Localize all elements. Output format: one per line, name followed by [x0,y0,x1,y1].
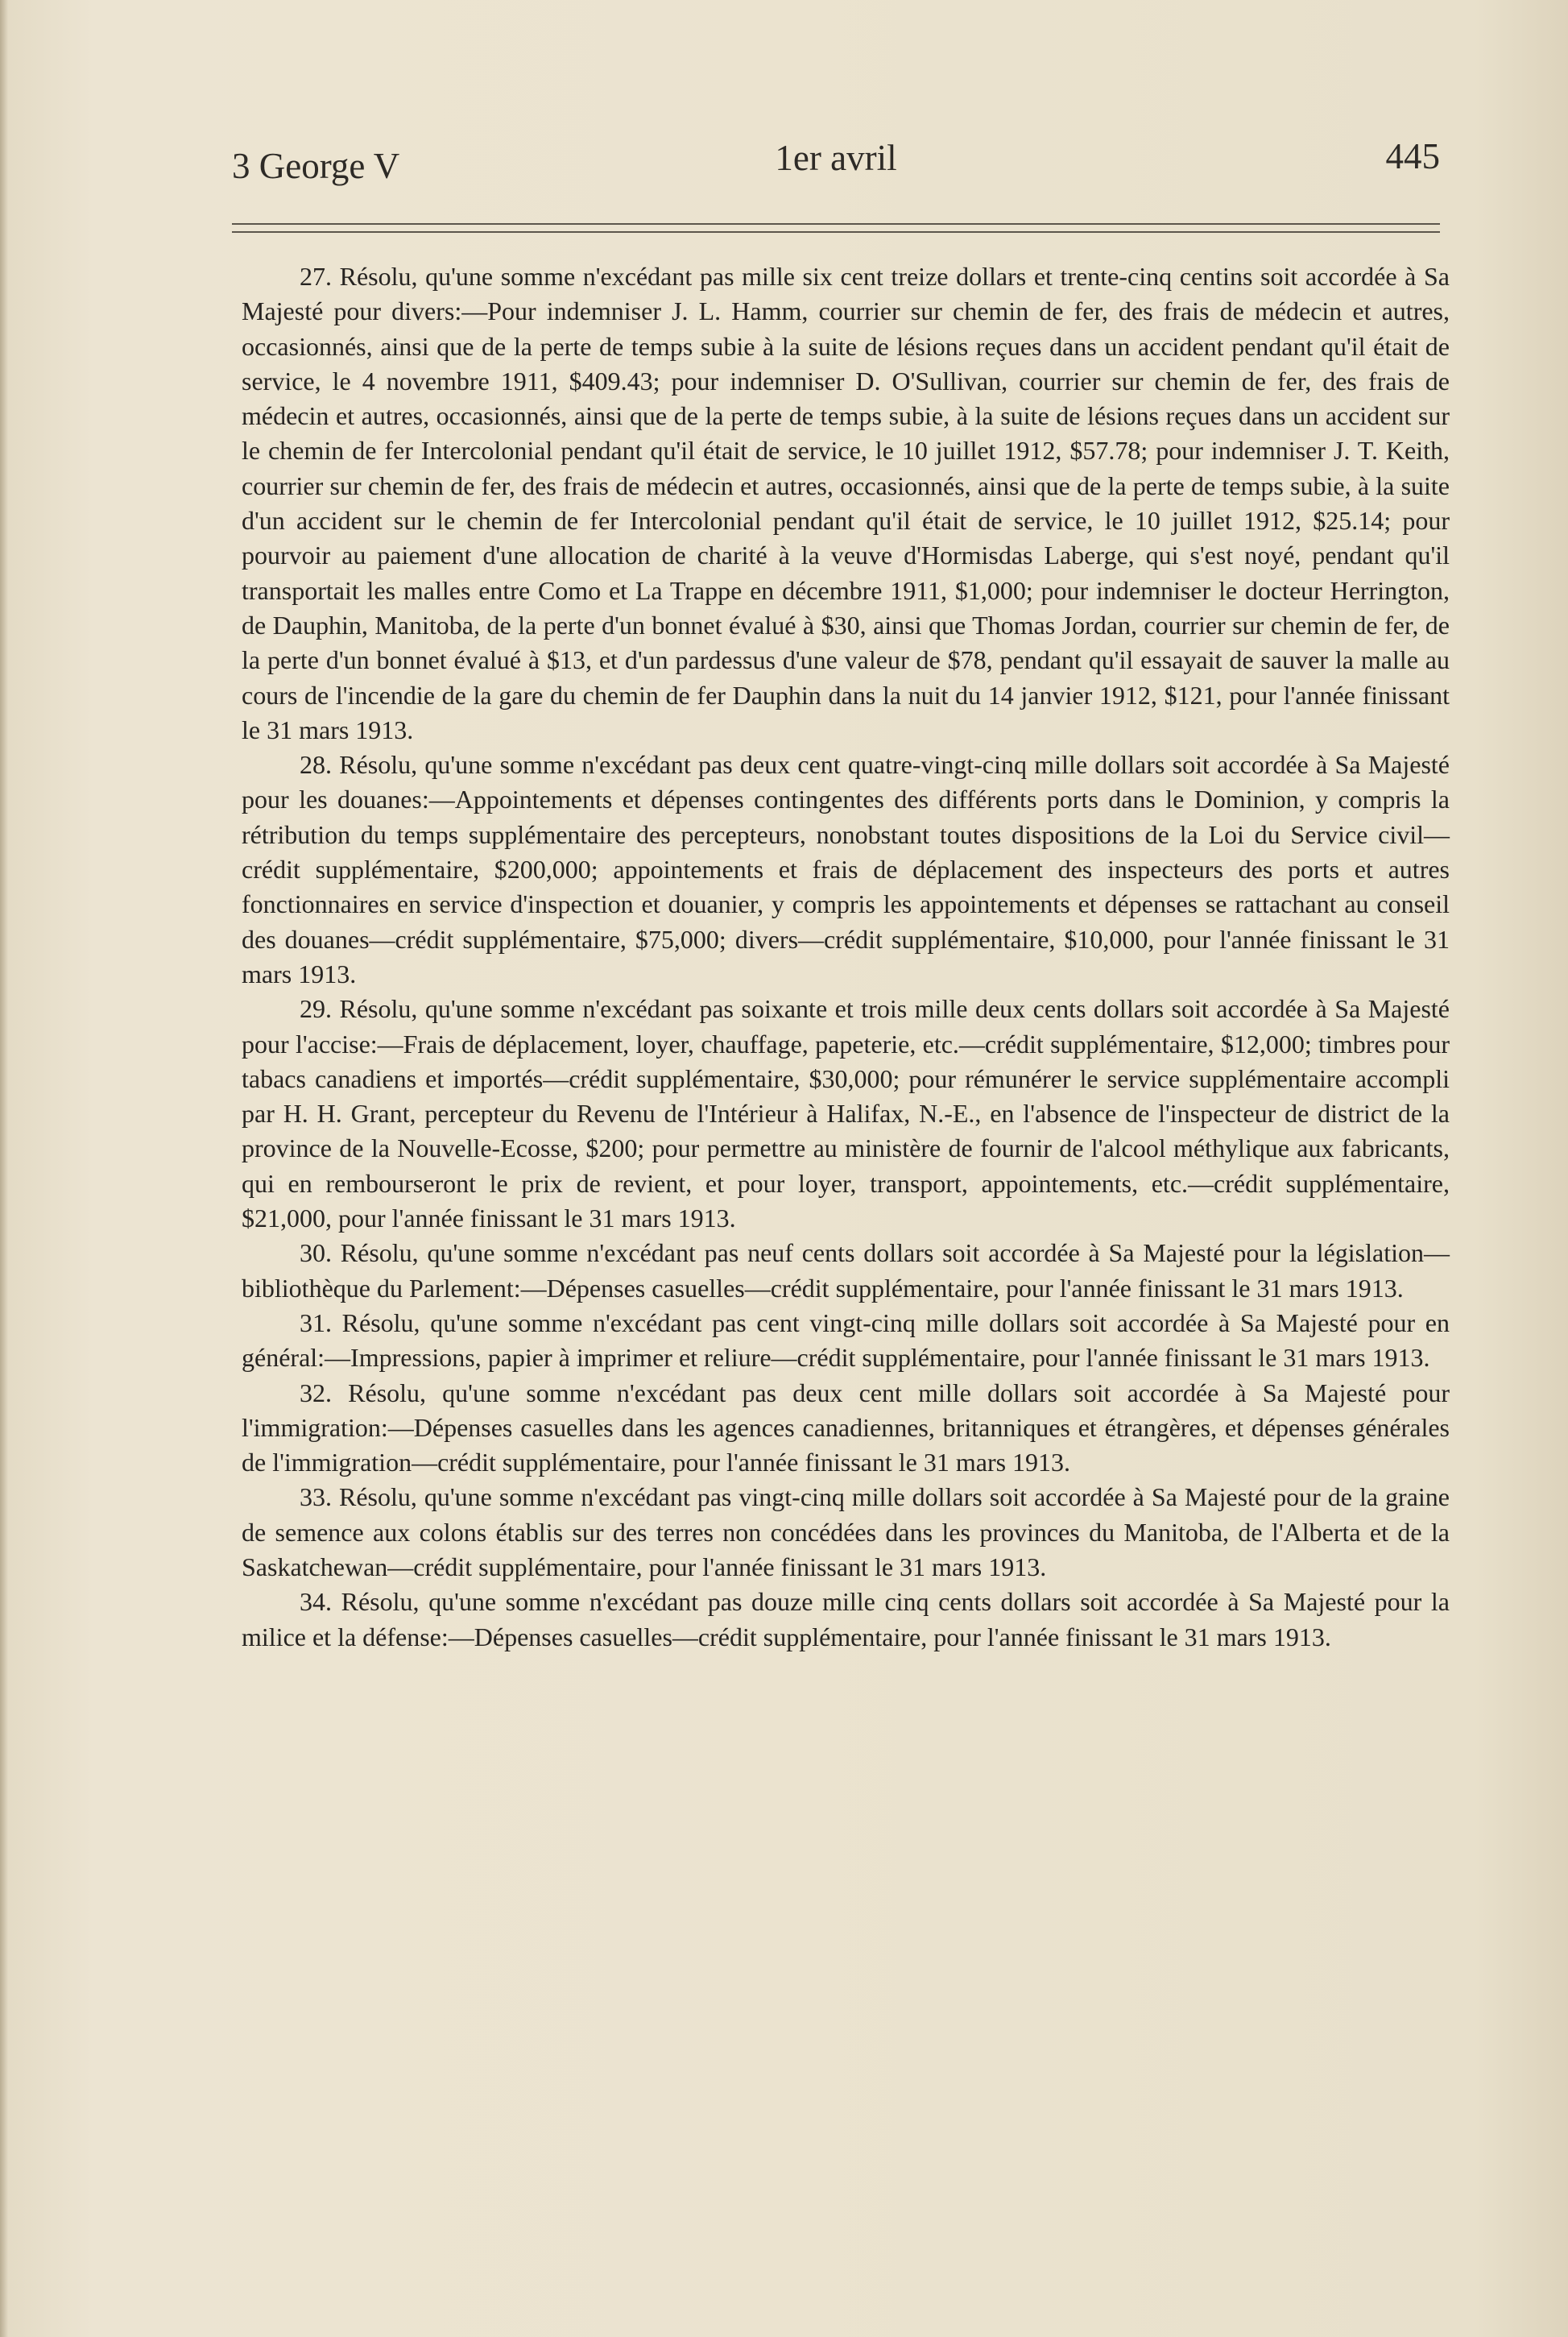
resolution-30: 30. Résolu, qu'une somme n'excédant pas neuf cents dollars soit accordée à Sa Majesté pour la législation—bibliothèque du Parlement:—Dépenses casuelles—crédit supplémentaire, pour l'année finissant le 31 mars 1913. [242,1238,1450,1303]
header-rule-top [232,223,1440,225]
resolution-28: 28. Résolu, qu'une somme n'excédant pas deux cent quatre-vingt-cinq mille dollars soit accordée à Sa Majesté pour les douanes:—Appointements et dépenses contingentes des différents ports dans le Dominion, y compris la rétribution du temps supplémentaire des percepteurs, nonobstant toutes dispositions de la Loi du Service civil—crédit supplémentaire, $200,000; appointements et frais de déplacement des inspecteurs des ports et autres fonctionnaires en service d'inspection et douanier, y compris les appointements et dépenses se rattachant au conseil des douanes—crédit supplémentaire, $75,000; divers—crédit supplémentaire, $10,000, pour l'année finissant le 31 mars 1913. [242,750,1450,988]
resolution-29: 29. Résolu, qu'une somme n'excédant pas soixante et trois mille deux cents dollars soit accordée à Sa Majesté pour l'accise:—Frais de déplacement, loyer, chauffage, papeterie, etc.—crédit supplémentaire, $12,000; timbres pour tabacs canadiens et importés—crédit supplémentaire, $30,000; pour rémunérer le service supplémentaire accompli par H. H. Grant, percepteur du Revenu de l'Intérieur à Halifax, N.-E., en l'absence de l'inspecteur de district de la province de la Nouvelle-Ecosse, $200; pour permettre au ministère de fournir de l'alcool méthylique aux fabricants, qui en rembourseront le prix de revient, et pour loyer, transport, appointements, etc.—crédit supplémentaire, $21,000, pour l'année finissant le 31 mars 1913. [242,994,1450,1233]
resolution-27: 27. Résolu, qu'une somme n'excédant pas mille six cent treize dollars et trente-cinq centins soit accordée à Sa Majesté pour divers:—Pour indemniser J. L. Hamm, courrier sur chemin de fer, des frais de médecin et autres, occasionnés, ainsi que de la perte de temps subie à la suite de lésions reçues dans un accident pendant qu'il était de service, le 4 novembre 1911, $409.43; pour indemniser D. O'Sullivan, courrier sur chemin de fer, des frais de médecin et autres, occasionnés, ainsi que de la perte de temps subie, à la suite de lésions reçues dans un accident sur le chemin de fer Intercolonial pendant qu'il était de service, le 10 juillet 1912, $57.78; pour indemniser J. T. Keith, courrier sur chemin de fer, des frais de médecin et autres, occasionnés, ainsi que de la perte de temps subie, à la suite d'un accident sur le chemin de fer Intercolonial pendant qu'il était de service, le 10 juillet 1912, $25.14; pour pourvoir au paiement d'une allocation de charité à la veuve d'Hormisdas Laberge, qui s'est noyé, pendant qu'il transportait les malles entre Como et La Trappe en décembre 1911, $1,000; pour indemniser le docteur Herrington, de Dauphin, Manitoba, de la perte d'un bonnet évalué à $30, ainsi que Thomas Jordan, courrier sur chemin de fer, de la perte d'un bonnet évalué à $13, et d'un pardessus d'une valeur de $78, pendant qu'il essayait de sauver la malle au cours de l'incendie de la gare du chemin de fer Dauphin dans la nuit du 14 janvier 1912, $121, pour l'année finissant le 31 mars 1913. [242,262,1450,744]
page-number: 445 [1385,136,1440,176]
resolution-31: 31. Résolu, qu'une somme n'excédant pas cent vingt-cinq mille dollars soit accordée à Sa Majesté pour en général:—Impressions, papier à imprimer et reliure—crédit supplémentaire, pour l'année finissant le 31 mars 1913. [242,1307,1450,1373]
resolution-32: 32. Résolu, qu'une somme n'excédant pas deux cent mille dollars soit accordée à Sa Majesté pour l'immigration:—Dépenses casuelles dans les agences canadiennes, britanniques et étrangères, et dépenses générales de l'immigration—crédit supplémentaire, pour l'année finissant le 31 mars 1913. [242,1378,1450,1477]
resolution-33: 33. Résolu, qu'une somme n'excédant pas vingt-cinq mille dollars soit accordée à Sa Majesté pour de la graine de semence aux colons établis sur des terres non concédées dans les provinces du Manitoba, de l'Alberta et de la Saskatchewan—crédit supplémentaire, pour l'année finissant le 31 mars 1913. [242,1482,1450,1581]
header-rule-bottom [232,231,1440,233]
page-binding-edge [0,0,8,2337]
running-header [232,135,1440,192]
resolutions-body [242,259,1450,1655]
header-date: 1er avril [775,138,897,178]
header-regnal-year: 3 George V [232,146,400,186]
resolution-34: 34. Résolu, qu'une somme n'excédant pas douze mille cinq cents dollars soit accordée à Sa Majesté pour la milice et la défense:—Dépenses casuelles—crédit supplémentaire, pour l'année finissant le 31 mars 1913. [242,1587,1450,1651]
